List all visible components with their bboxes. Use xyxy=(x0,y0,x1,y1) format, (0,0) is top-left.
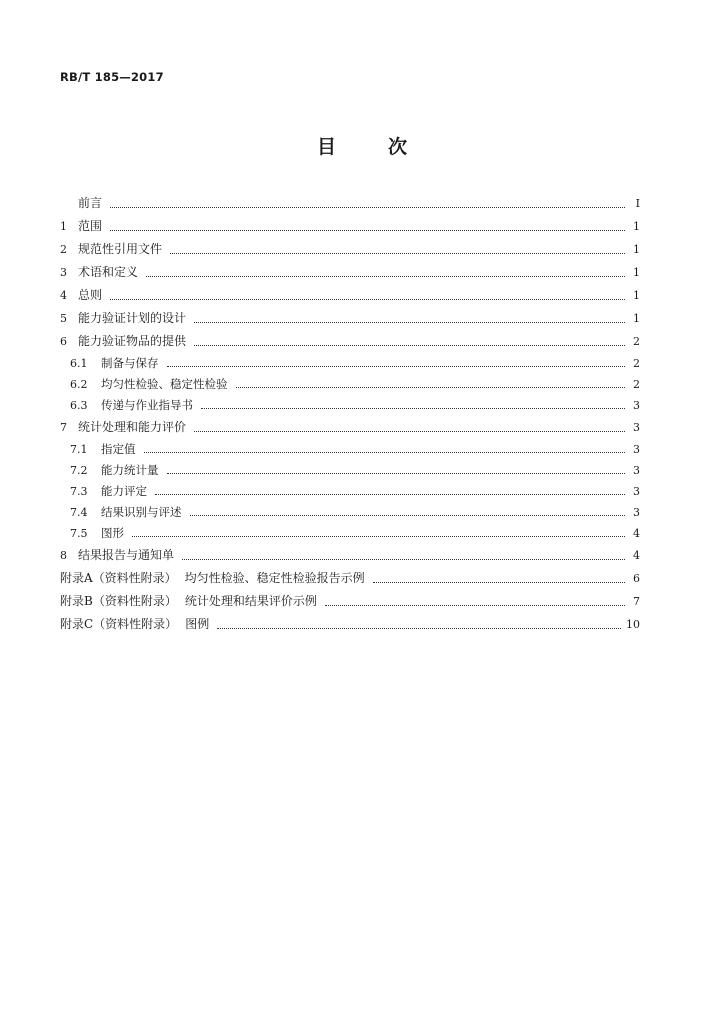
dot-leader xyxy=(217,628,621,629)
toc-entry[interactable] xyxy=(60,546,640,569)
dot-leader xyxy=(236,387,626,388)
toc-entry-page: 1 xyxy=(633,220,640,233)
toc-entry[interactable] xyxy=(60,286,640,309)
toc-entry-number: 7 xyxy=(60,421,67,434)
toc-entry-page: 3 xyxy=(633,421,640,434)
toc-entry-number: 3 xyxy=(60,266,67,279)
appendix-heading xyxy=(60,615,213,632)
toc-entry-number: 6 xyxy=(60,335,67,348)
title-char-2: 次 xyxy=(388,136,408,158)
toc-entry-title: 术语和定义 xyxy=(78,265,139,279)
page-title xyxy=(0,132,724,159)
toc-entry-page: 4 xyxy=(633,527,640,540)
toc-entry-page: 10 xyxy=(626,618,640,631)
toc-entry-number: 7.3 xyxy=(70,485,88,498)
toc-appendix-entry[interactable] xyxy=(60,592,640,615)
toc-entry[interactable] xyxy=(60,309,640,332)
toc-entry-title: 能力验证物品的提供 xyxy=(78,334,187,348)
toc-entry-number: 7.1 xyxy=(70,443,88,456)
toc-entry-page: 1 xyxy=(633,289,640,302)
dot-leader xyxy=(325,605,625,606)
appendix-label: 附录B（资料性附录） xyxy=(60,594,177,608)
toc-entry-number: 5 xyxy=(60,312,67,325)
toc-entry-page: 3 xyxy=(633,506,640,519)
dot-leader xyxy=(167,366,626,367)
appendix-heading xyxy=(60,569,369,586)
dot-leader xyxy=(182,559,625,560)
toc-entry-title: 结果识别与评述 xyxy=(101,505,182,519)
toc-entry-page: 1 xyxy=(633,312,640,325)
toc-entry-number: 7.2 xyxy=(70,464,88,477)
toc-entry-title: 传递与作业指导书 xyxy=(101,398,193,412)
toc-entry[interactable] xyxy=(60,332,640,355)
table-of-contents xyxy=(60,194,640,638)
toc-entry[interactable] xyxy=(60,263,640,286)
dot-leader xyxy=(167,473,626,474)
appendix-heading xyxy=(60,592,321,609)
toc-entry[interactable] xyxy=(60,355,640,376)
toc-entry-title: 能力评定 xyxy=(101,484,147,498)
toc-entry-page: Ⅰ xyxy=(635,197,640,210)
toc-entry-page: 7 xyxy=(633,595,640,608)
toc-entry-title: 总则 xyxy=(78,288,103,302)
toc-entry-title: 图形 xyxy=(101,526,124,540)
dot-leader xyxy=(110,207,625,208)
toc-entry-title: 制备与保存 xyxy=(101,356,159,370)
toc-appendix-entry[interactable] xyxy=(60,615,640,638)
toc-entry-title: 统计处理和能力评价 xyxy=(78,420,187,434)
toc-entry-number: 6.2 xyxy=(70,378,88,391)
toc-entry-number: 7.5 xyxy=(70,527,88,540)
toc-entry-page: 6 xyxy=(633,572,640,585)
toc-entry-page: 1 xyxy=(633,243,640,256)
dot-leader xyxy=(132,536,625,537)
dot-leader xyxy=(110,230,625,231)
toc-appendix-entry[interactable] xyxy=(60,569,640,592)
title-char-1: 目 xyxy=(316,136,336,158)
toc-entry-title: 结果报告与通知单 xyxy=(78,548,175,562)
dot-leader xyxy=(170,253,625,254)
toc-entry-page: 3 xyxy=(633,485,640,498)
dot-leader xyxy=(194,322,625,323)
dot-leader xyxy=(144,452,626,453)
toc-entry[interactable] xyxy=(60,483,640,504)
toc-entry-page: 3 xyxy=(633,399,640,412)
dot-leader xyxy=(190,515,626,516)
dot-leader xyxy=(201,408,625,409)
appendix-label: 附录A（资料性附录） xyxy=(60,571,177,585)
toc-entry-page: 1 xyxy=(633,266,640,279)
toc-entry[interactable] xyxy=(60,504,640,525)
toc-entry-number: 4 xyxy=(60,289,67,302)
appendix-title: 均匀性检验、稳定性检验报告示例 xyxy=(184,571,365,585)
toc-entry-number: 6.3 xyxy=(70,399,88,412)
toc-entry-title: 范围 xyxy=(78,219,103,233)
toc-entry-title: 能力验证计划的设计 xyxy=(78,311,187,325)
toc-entry-title: 规范性引用文件 xyxy=(78,242,163,256)
toc-entry-number: 6.1 xyxy=(70,357,88,370)
toc-entry-number: 8 xyxy=(60,549,67,562)
toc-entry-page: 4 xyxy=(633,549,640,562)
toc-entry-title: 前言 xyxy=(78,196,103,210)
toc-entry-number: 7.4 xyxy=(70,506,88,519)
toc-entry[interactable] xyxy=(60,397,640,418)
dot-leader xyxy=(110,299,625,300)
dot-leader xyxy=(155,494,625,495)
dot-leader xyxy=(194,345,625,346)
document-code: RB/T 185—2017 xyxy=(60,70,164,84)
toc-entry[interactable] xyxy=(60,194,640,217)
toc-entry-title: 能力统计量 xyxy=(101,463,159,477)
appendix-label: 附录C（资料性附录） xyxy=(60,617,178,631)
toc-entry[interactable] xyxy=(60,441,640,462)
appendix-title: 统计处理和结果评价示例 xyxy=(184,594,317,608)
dot-leader xyxy=(373,582,625,583)
toc-entry[interactable] xyxy=(60,418,640,441)
toc-entry-page: 3 xyxy=(633,464,640,477)
toc-entry[interactable] xyxy=(60,240,640,263)
toc-entry-title: 指定值 xyxy=(101,442,136,456)
toc-entry[interactable] xyxy=(60,217,640,240)
dot-leader xyxy=(146,276,625,277)
toc-entry-page: 3 xyxy=(633,443,640,456)
dot-leader xyxy=(194,431,625,432)
toc-entry-page: 2 xyxy=(633,378,640,391)
toc-entry-title: 均匀性检验、稳定性检验 xyxy=(101,377,228,391)
appendix-title: 图例 xyxy=(185,617,210,631)
toc-entry[interactable] xyxy=(60,376,640,397)
toc-entry-number: 1 xyxy=(60,220,67,233)
toc-entry[interactable] xyxy=(60,525,640,546)
toc-entry[interactable] xyxy=(60,462,640,483)
toc-entry-number: 2 xyxy=(60,243,67,256)
toc-entry-page: 2 xyxy=(633,335,640,348)
toc-entry-page: 2 xyxy=(633,357,640,370)
